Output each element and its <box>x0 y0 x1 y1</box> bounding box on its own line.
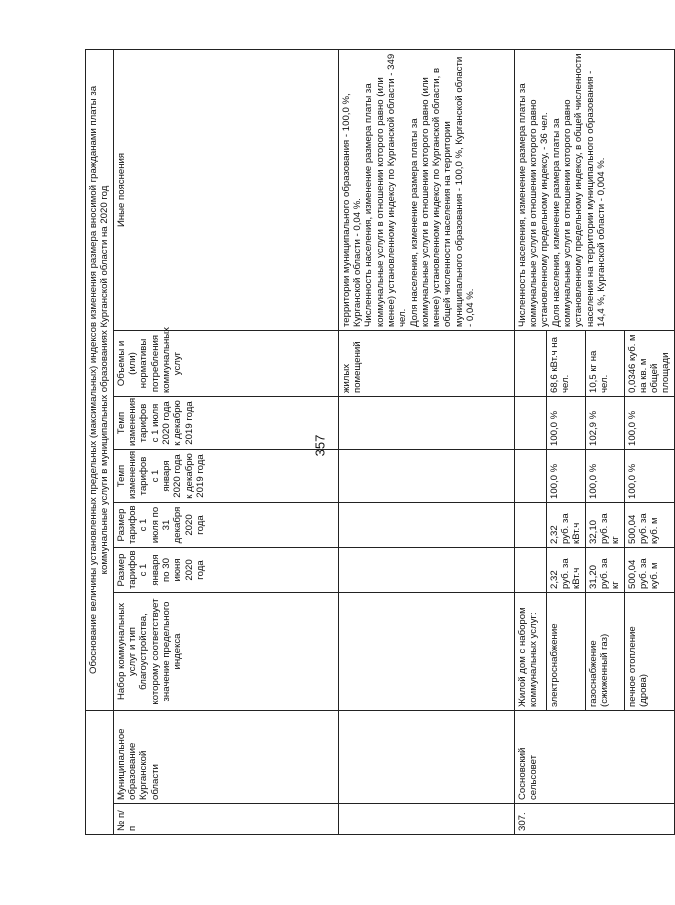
tariff1-cell: 500,04 руб. за куб. м <box>624 548 674 593</box>
volume-cell: 10,5 кг на чел. <box>585 331 624 397</box>
tariff2-cell: 2,32 руб. за кВт.ч <box>546 503 585 548</box>
header-rate2: Темп изменения тарифов с 1 июля 2020 года к декабрю 2019 года <box>113 397 338 450</box>
header-tariff1: Размер тарифов с 1 января по 30 июня 2020 года <box>113 548 338 593</box>
service-name: печное отопление (дрова) <box>624 593 674 711</box>
header-notes: Иные пояснения <box>113 49 338 330</box>
volume-cell: 68,6 кВт.ч на чел. <box>546 331 585 397</box>
volume-cell: 0,0346 куб. м на кв. м общей площади <box>624 331 674 397</box>
title-row <box>86 49 114 834</box>
header-set: Набор коммунальных услуг и тип благоустройства, которому соответствует значение предельного индекса <box>113 593 338 711</box>
header-tariff2: Размер тарифов с 1 июля по 31 декабря 2020 года <box>113 503 338 548</box>
notes-cell: территории муниципального образования - 100,0 %, Курганской области - 0,04 %. Численность населения, изменение размера платы за коммунальные услуги в отношении которого равно (или менее) установленному индексу по Курганской области - 349 чел. Доля населения, изменение размера платы за коммунальные услуги в отношении которого равно (или менее) установленному индексу по Курганской области, в общей численности населения на территории муниципального образования - 100,0 %, Курганской области - 0,04 %. <box>338 49 514 330</box>
municipality-name: Сосновский сельсовет <box>514 711 674 804</box>
table-title: Обоснование величины установленных предельных (максимальных) индексов изменения размера вносимой гражданами платы за коммунальные услуги в муниципальных образованиях Курганской области на 2020 год <box>86 49 114 710</box>
notes-cell: Численность населения, изменение размера платы за коммунальные услуги в отношении которого равно установленному предельному индексу, - 36 чел. Доля населения, изменение размера платы за коммунальные услуги в отношении которого равно установленному предельному индексу, в общей численности населения на территории муниципального образования - 14,4 %, Курганской области - 0,004 %. <box>514 49 674 330</box>
tariff-table <box>85 49 675 835</box>
rate2-cell: 100,0 % <box>624 397 674 450</box>
rate2-cell: 100,0 % <box>546 397 585 450</box>
tariff1-cell: 31,20 руб. за кг <box>585 548 624 593</box>
page-number: 357 <box>312 434 328 457</box>
rate2-cell: 102,9 % <box>585 397 624 450</box>
rate1-cell: 100,0 % <box>546 450 585 503</box>
header-row <box>113 49 338 834</box>
volume-cell: жилых помещений <box>338 331 514 397</box>
tariff1-cell: 2,32 руб. за кВт.ч <box>546 548 585 593</box>
header-municipality: Муниципальное образование Курганской области <box>113 711 338 804</box>
service-name: электроснабжение <box>546 593 585 711</box>
service-name: газоснабжение (сжиженный газ) <box>585 593 624 711</box>
tariff2-cell: 32,10 руб. за кг <box>585 503 624 548</box>
row-number: 307. <box>514 804 674 835</box>
rotated-page <box>85 50 672 835</box>
tariff2-cell: 500,04 руб. за куб. м <box>624 503 674 548</box>
table-row <box>338 49 514 834</box>
header-rate1: Темп изменения тарифов с 1 января 2020 года к декабрю 2019 года <box>113 450 338 503</box>
rate1-cell: 100,0 % <box>585 450 624 503</box>
header-num: № п/п <box>113 804 338 835</box>
rate1-cell: 100,0 % <box>624 450 674 503</box>
set-title: Жилой дом с набором коммунальных услуг: <box>514 593 546 711</box>
table-row <box>514 49 546 834</box>
header-volume: Объемы и (или) нормативы потребления коммунальных услуг <box>113 331 338 397</box>
